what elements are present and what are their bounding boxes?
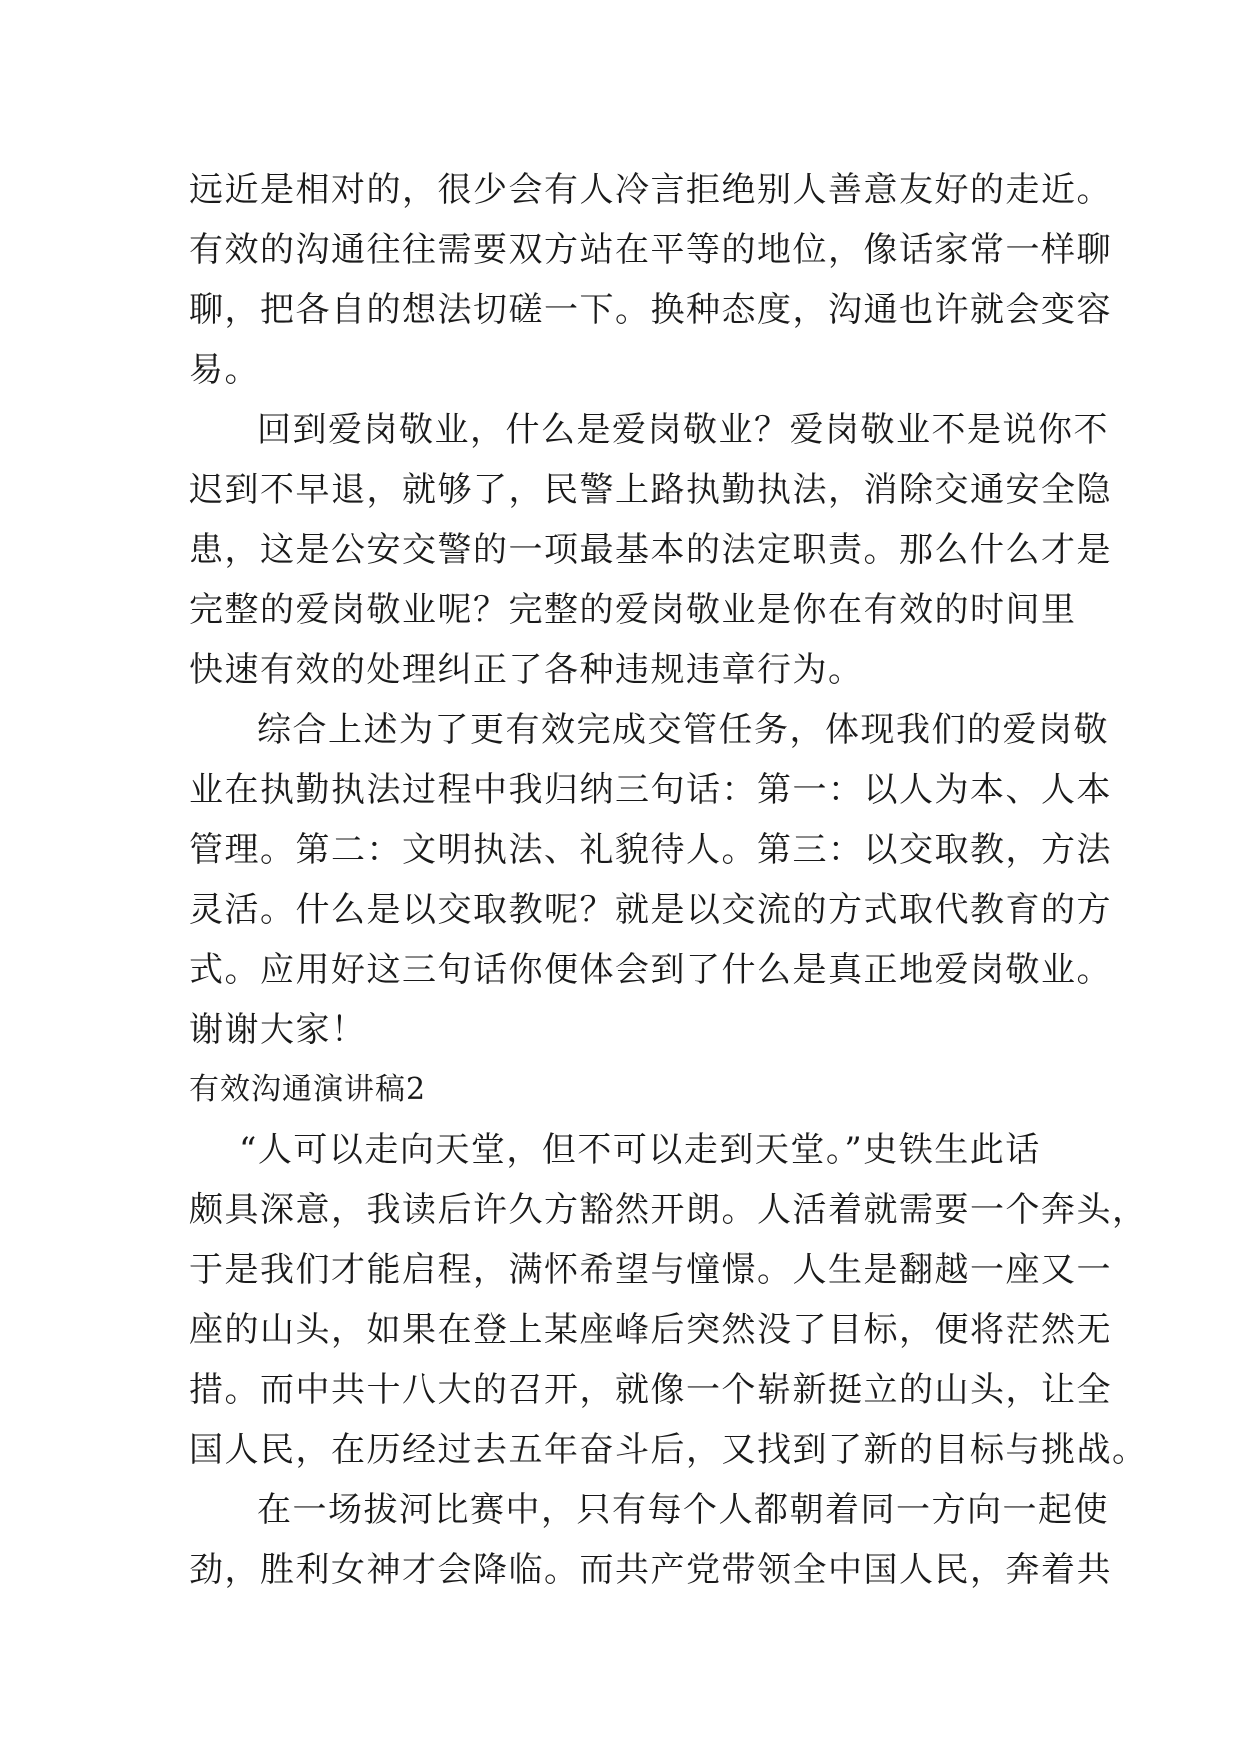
paragraph-2-line: 患，这是公安交警的一项最基本的法定职责。那么什么才是	[189, 530, 1112, 570]
paragraph-1-line: 易。	[189, 350, 260, 390]
paragraph-3-line: 谢谢大家！	[189, 1010, 367, 1050]
paragraph-4	[189, 1120, 1148, 1480]
paragraph-2-line: 回到爱岗敬业，什么是爱岗敬业？爱岗敬业不是说你不	[257, 410, 1109, 450]
paragraph-4-line: “人可以走向天堂，但不可以走到天堂。”史铁生此话	[239, 1130, 1041, 1170]
paragraph-3-line: 综合上述为了更有效完成交管任务，体现我们的爱岗敬	[257, 710, 1109, 750]
paragraph-3	[189, 700, 1112, 1060]
paragraph-3-line: 业在执勤执法过程中我归纳三句话：第一：以人为本、人本	[189, 770, 1112, 810]
paragraph-1-line: 有效的沟通往往需要双方站在平等的地位，像话家常一样聊	[189, 230, 1112, 270]
paragraph-5-line: 劲，胜利女神才会降临。而共产党带领全中国人民，奔着共	[189, 1550, 1112, 1590]
section-heading: 有效沟通演讲稿2	[189, 1072, 427, 1107]
paragraph-1-line: 聊，把各自的想法切磋一下。换种态度，沟通也许就会变容	[189, 290, 1112, 330]
paragraph-4-line: 于是我们才能启程，满怀希望与憧憬。人生是翻越一座又一	[189, 1250, 1112, 1290]
paragraph-2-line: 快速有效的处理纠正了各种违规违章行为。	[189, 650, 864, 690]
paragraph-4-line: 措。而中共十八大的召开，就像一个崭新挺立的山头，让全	[189, 1370, 1112, 1410]
paragraph-5-line: 在一场拔河比赛中，只有每个人都朝着同一方向一起使	[257, 1490, 1109, 1530]
paragraph-3-line: 式。应用好这三句话你便体会到了什么是真正地爱岗敬业。	[189, 950, 1112, 990]
paragraph-3-line: 灵活。什么是以交取教呢？就是以交流的方式取代教育的方	[189, 890, 1112, 930]
paragraph-1	[189, 160, 1112, 400]
paragraph-4-line: 颇具深意，我读后许久方豁然开朗。人活着就需要一个奔头，	[189, 1190, 1148, 1230]
paragraph-3-line: 管理。第二：文明执法、礼貌待人。第三：以交取教，方法	[189, 830, 1112, 870]
paragraph-2-line: 迟到不早退，就够了，民警上路执勤执法，消除交通安全隐	[189, 470, 1112, 510]
paragraph-2	[189, 400, 1112, 700]
paragraph-1-line: 远近是相对的，很少会有人冷言拒绝别人善意友好的走近。	[189, 170, 1112, 210]
paragraph-4-line: 国人民，在历经过去五年奋斗后，又找到了新的目标与挑战。	[189, 1430, 1148, 1470]
paragraph-4-line: 座的山头，如果在登上某座峰后突然没了目标，便将茫然无	[189, 1310, 1112, 1350]
paragraph-2-line: 完整的爱岗敬业呢？完整的爱岗敬业是你在有效的时间里	[189, 590, 1077, 630]
document-page	[189, 160, 1148, 1600]
paragraph-5	[189, 1480, 1112, 1600]
